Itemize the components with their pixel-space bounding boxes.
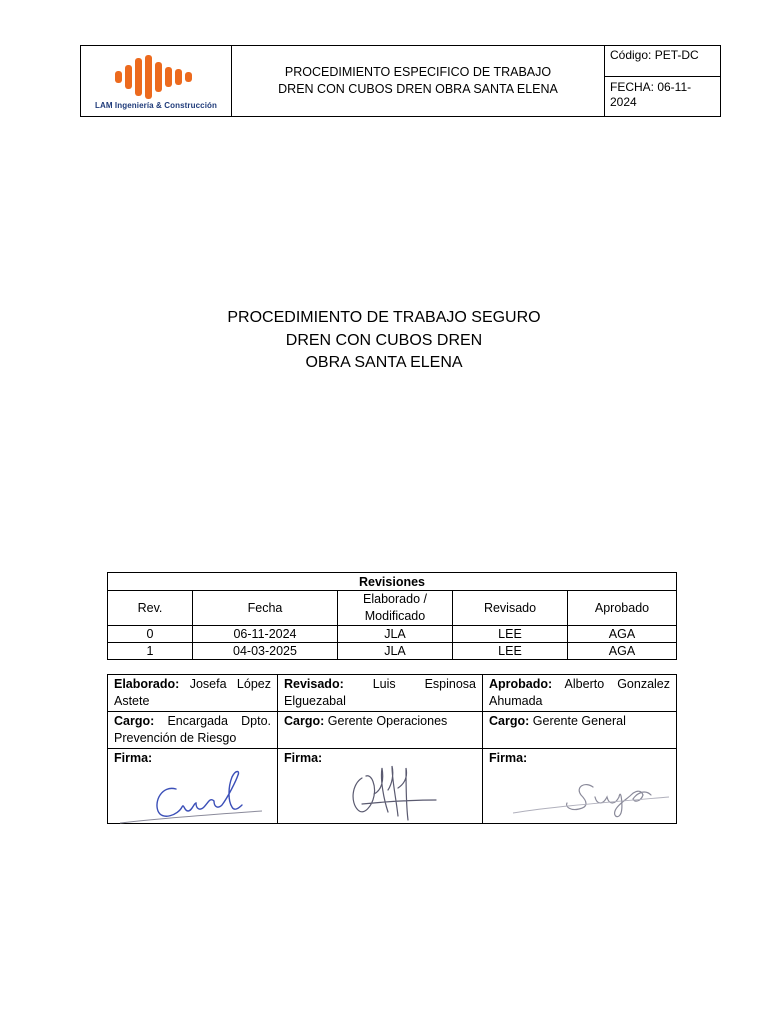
aprobado-cell xyxy=(483,675,677,712)
revisions-header-elaborado: Elaborado / Modificado xyxy=(338,591,453,626)
revisions-cell: 06-11-2024 xyxy=(193,626,338,643)
document-title-cell xyxy=(232,46,605,117)
firma-label: Firma: xyxy=(489,751,528,765)
revisions-header-fecha: Fecha xyxy=(193,591,338,626)
cargo-cell-2 xyxy=(278,712,483,749)
signature-revisado-icon xyxy=(332,753,502,825)
document-title-line-1: PROCEDIMIENTO ESPECIFICO DE TRABAJO xyxy=(284,65,552,79)
cargo-value-2: Gerente Operaciones xyxy=(327,714,448,728)
document-code: Código: PET-DC xyxy=(605,46,721,77)
logo-cell xyxy=(81,46,232,117)
firma-cell-2 xyxy=(278,749,483,824)
aprobado-name: Alberto Gonzalez Ahumada xyxy=(489,677,670,708)
revisions-cell: LEE xyxy=(453,643,568,660)
firma-cell-3 xyxy=(483,749,677,824)
document-title-line-2: DREN CON CUBOS DREN OBRA SANTA ELENA xyxy=(278,82,558,96)
revisions-cell: 1 xyxy=(108,643,193,660)
approvals-cargo-row xyxy=(108,712,677,749)
firma-label: Firma: xyxy=(114,751,153,765)
revisions-cell: JLA xyxy=(338,626,453,643)
firma-label: Firma: xyxy=(284,751,323,765)
revisions-cell: 0 xyxy=(108,626,193,643)
approvals-table xyxy=(107,674,677,824)
logo-text: LAM Ingeniería & Construcción xyxy=(94,100,218,110)
approvals-names-row xyxy=(108,675,677,712)
elaborado-cell xyxy=(108,675,278,712)
revisions-header-aprobado: Aprobado xyxy=(568,591,677,626)
cargo-value-1: Encargada Dpto. Prevención de Riesgo xyxy=(114,714,271,745)
cargo-cell-1 xyxy=(108,712,278,749)
document-date: FECHA: 06-11-2024 xyxy=(605,77,721,117)
aprobado-label: Aprobado: xyxy=(489,677,553,691)
revisions-header-rev: Rev. xyxy=(108,591,193,626)
table-row xyxy=(108,626,677,643)
main-title-line-2: DREN CON CUBOS DREN xyxy=(285,331,483,349)
revisions-cell: AGA xyxy=(568,626,677,643)
sound-bars-logo-icon xyxy=(111,55,201,99)
table-row xyxy=(108,643,677,660)
revisions-cell: AGA xyxy=(568,643,677,660)
revisions-cell: 04-03-2025 xyxy=(193,643,338,660)
revisions-title: Revisiones xyxy=(108,573,677,591)
revisions-cell: LEE xyxy=(453,626,568,643)
signature-aprobado-icon xyxy=(509,767,679,825)
revisions-table xyxy=(107,572,677,660)
document-header xyxy=(80,45,721,117)
cargo-label: Cargo: xyxy=(284,714,325,728)
revisado-name: Luis Espinosa Elguezabal xyxy=(284,677,476,708)
cargo-label: Cargo: xyxy=(489,714,530,728)
cargo-cell-3 xyxy=(483,712,677,749)
revisions-header-row xyxy=(108,591,677,626)
elaborado-name: Josefa López Astete xyxy=(114,677,271,708)
revisions-cell: JLA xyxy=(338,643,453,660)
elaborado-label: Elaborado: xyxy=(114,677,180,691)
firma-cell-1 xyxy=(108,749,278,824)
main-title xyxy=(0,307,768,375)
cargo-value-3: Gerente General xyxy=(532,714,626,728)
cargo-label: Cargo: xyxy=(114,714,155,728)
company-logo xyxy=(81,53,231,110)
revisado-cell xyxy=(278,675,483,712)
revisado-label: Revisado: xyxy=(284,677,344,691)
main-title-line-1: PROCEDIMIENTO DE TRABAJO SEGURO xyxy=(227,309,541,326)
main-title-line-3: OBRA SANTA ELENA xyxy=(305,354,463,371)
revisions-header-revisado: Revisado xyxy=(453,591,568,626)
signature-elaborado-icon xyxy=(114,767,264,825)
approvals-signature-row xyxy=(108,749,677,824)
